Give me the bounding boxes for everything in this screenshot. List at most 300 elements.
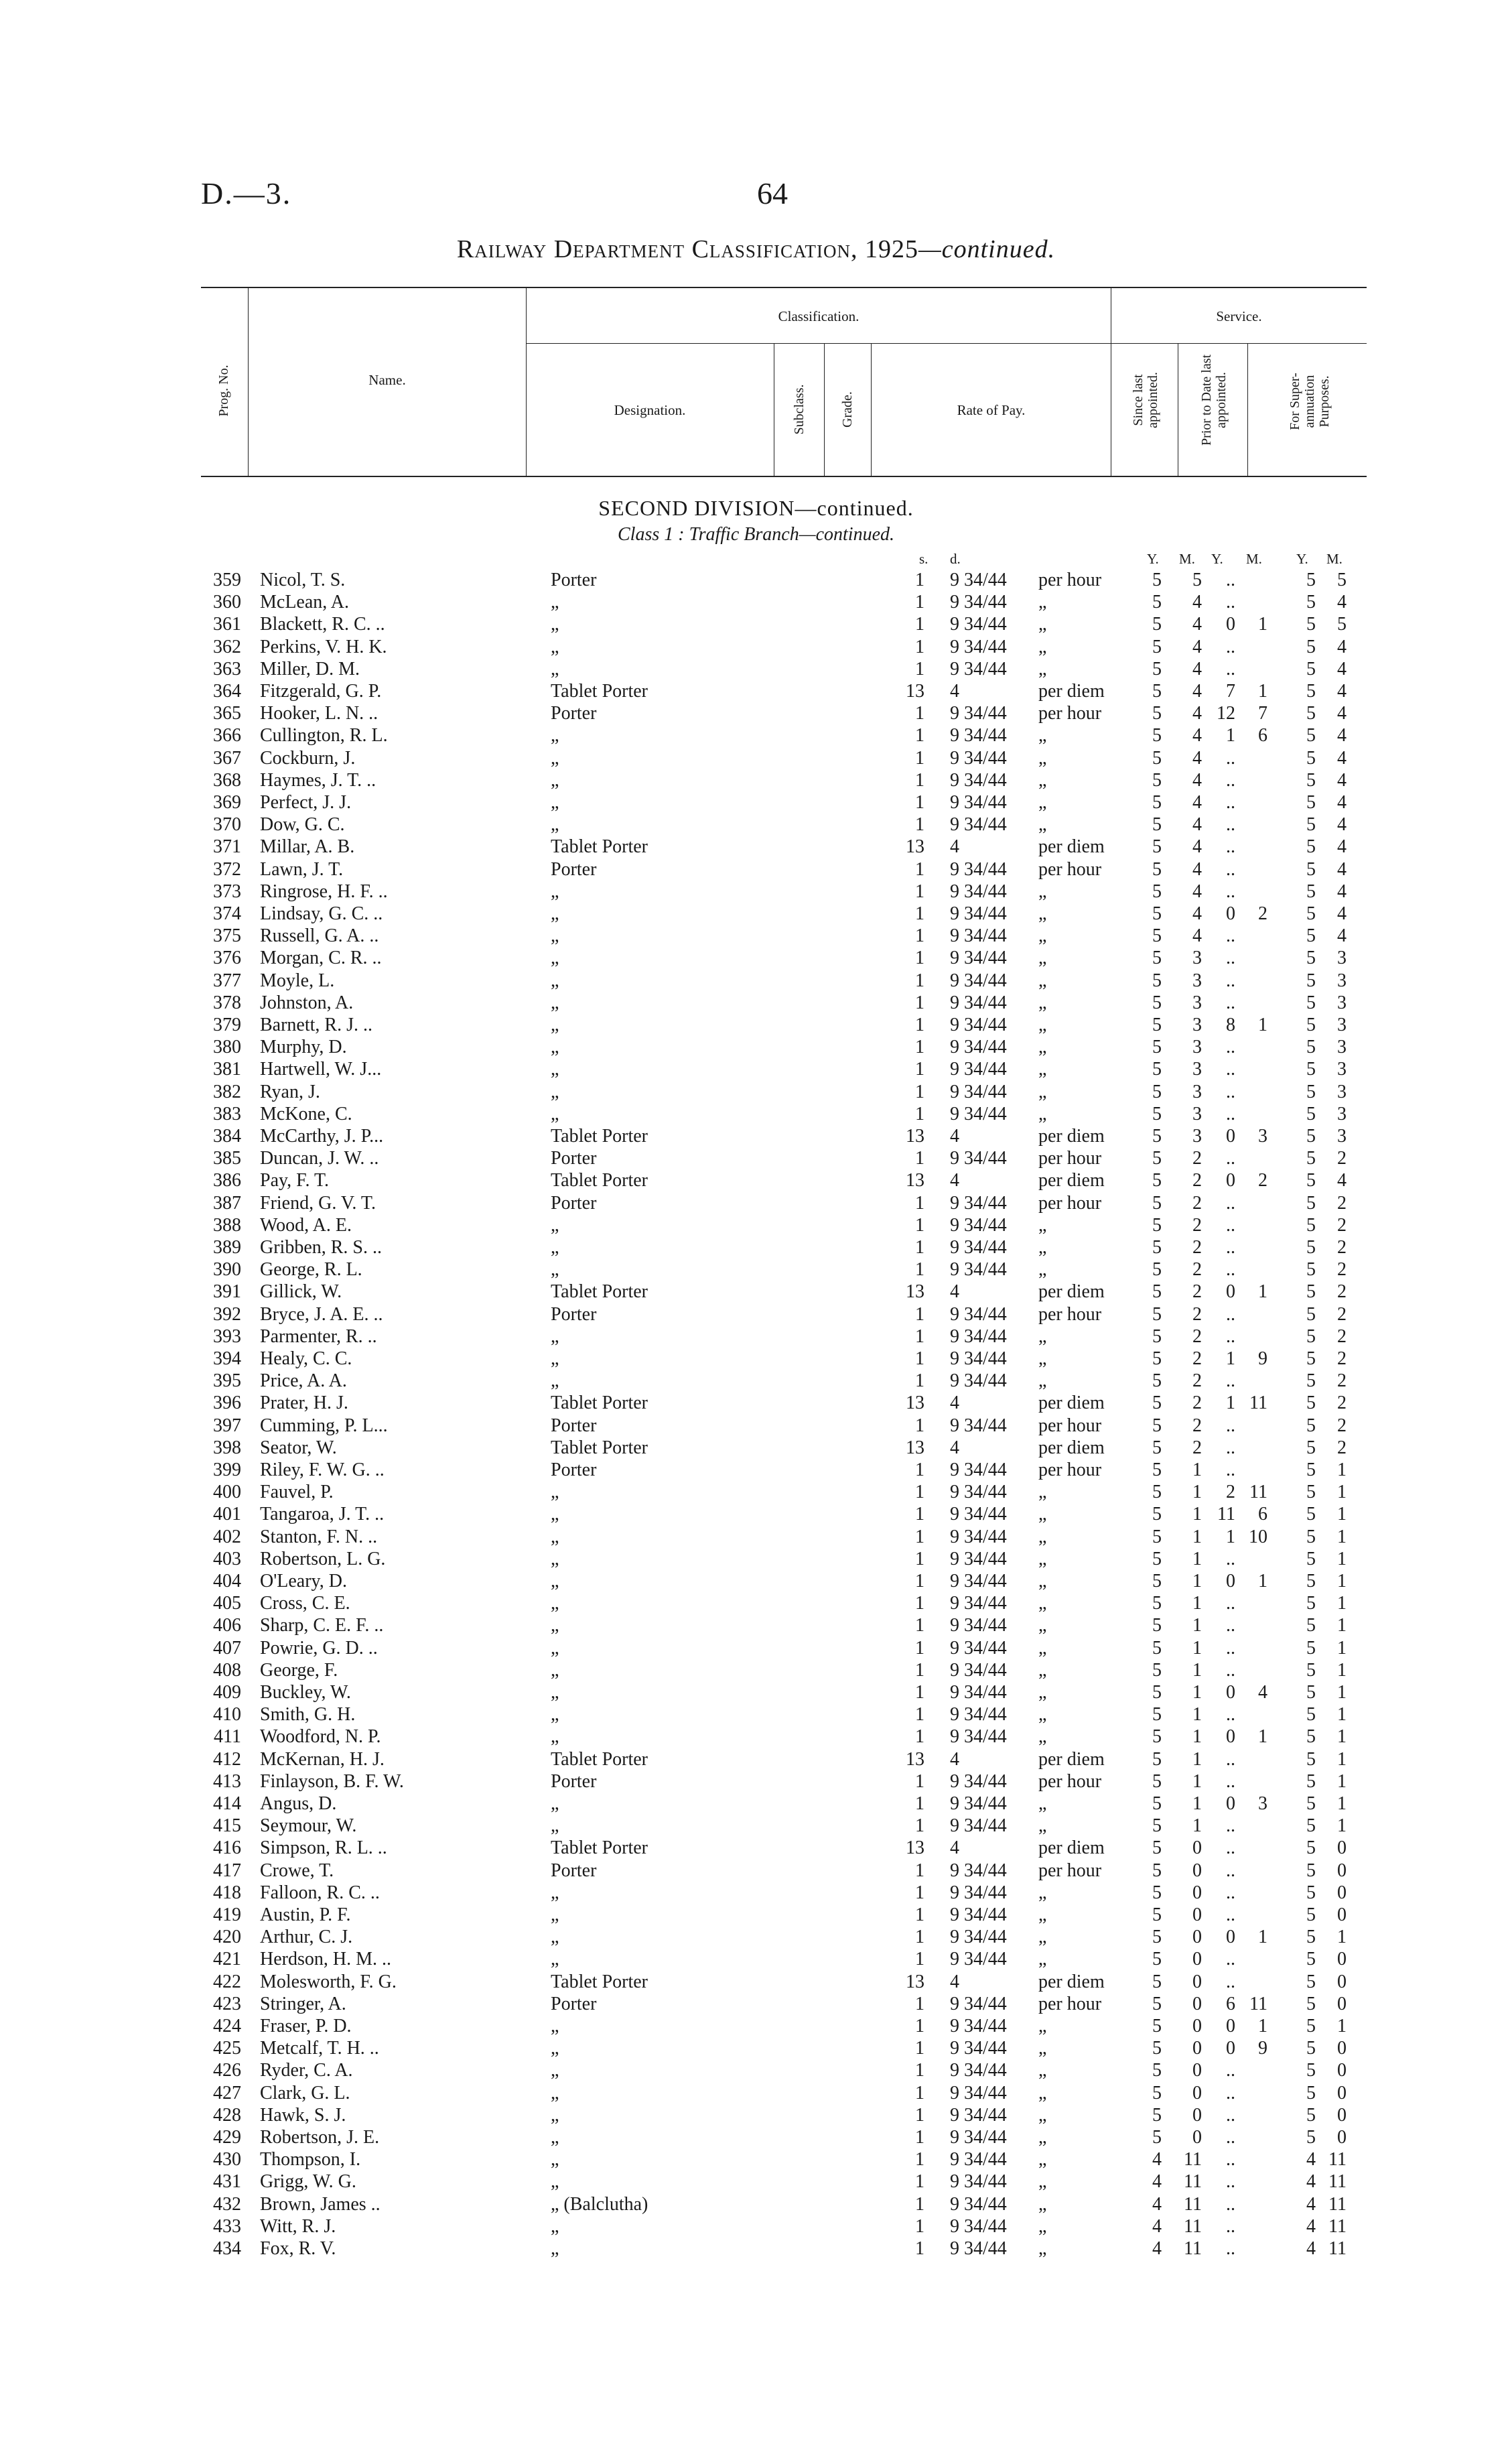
rate-value: 9 34/44 <box>950 1059 1007 1080</box>
employee-name: Pay, F. T. <box>260 1170 330 1191</box>
super-years: 5 <box>1306 570 1316 590</box>
rate-period: „ <box>1038 1882 1047 1903</box>
prior-years: .. <box>1226 1103 1235 1124</box>
rate-value: 9 34/44 <box>950 2149 1007 2171</box>
since-years: 5 <box>1152 1726 1162 1748</box>
prior-years: .. <box>1226 1882 1235 1903</box>
since-years: 5 <box>1152 1370 1162 1392</box>
rate-value: 9 34/44 <box>950 570 1007 590</box>
rate-period: „ <box>1038 1214 1047 1236</box>
prior-years: 1 <box>1226 725 1235 747</box>
employee-name: Powrie, G. D. .. <box>260 1637 378 1659</box>
rate-value: 9 34/44 <box>950 1259 1007 1281</box>
super-months: 2 <box>1337 1259 1347 1281</box>
designation: „ <box>551 1927 559 1948</box>
prog-number: 397 <box>213 1415 241 1436</box>
rate-period: „ <box>1038 2171 1047 2193</box>
prior-months: 1 <box>1258 1927 1267 1948</box>
rate-value: 9 34/44 <box>950 970 1007 991</box>
super-years: 5 <box>1306 1526 1316 1547</box>
since-years: 5 <box>1152 836 1162 858</box>
employee-name: Wood, A. E. <box>260 1214 352 1236</box>
employee-name: Sharp, C. E. F. .. <box>260 1615 384 1636</box>
header-subclass: Subclass. <box>792 384 807 435</box>
designation: Tablet Porter <box>551 1837 648 1859</box>
employee-name: Thompson, I. <box>260 2149 361 2171</box>
designation: Tablet Porter <box>551 1281 648 1303</box>
since-months: 3 <box>1192 992 1202 1013</box>
table-row <box>0 1815 1512 1837</box>
prog-number: 385 <box>213 1148 241 1169</box>
table-row <box>0 992 1512 1015</box>
prog-number: 395 <box>213 1370 241 1392</box>
rate-value: 9 34/44 <box>950 1192 1007 1214</box>
super-months: 0 <box>1337 2038 1347 2059</box>
rate-period: „ <box>1038 2038 1047 2059</box>
super-months: 3 <box>1337 1059 1347 1080</box>
prior-years: .. <box>1226 1904 1235 1925</box>
table-row <box>0 814 1512 836</box>
designation: „ <box>551 1793 559 1814</box>
rate-value: 9 34/44 <box>950 2016 1007 2036</box>
table-row <box>0 637 1512 659</box>
super-years: 5 <box>1306 1949 1316 1970</box>
prior-years: .. <box>1226 925 1235 947</box>
rate-value: 9 34/44 <box>950 1793 1007 1814</box>
since-months: 1 <box>1192 1659 1202 1681</box>
rate-value: 9 34/44 <box>950 1949 1007 1970</box>
prior-months: 3 <box>1258 1126 1267 1147</box>
table-row <box>0 1304 1512 1326</box>
subclass-value: 1 <box>915 1059 924 1080</box>
table-row <box>0 1571 1512 1593</box>
rate-period: „ <box>1038 2215 1047 2237</box>
since-months: 4 <box>1192 703 1202 724</box>
super-months: 3 <box>1337 1103 1347 1124</box>
subclass-value: 1 <box>915 2082 924 2103</box>
since-months: 2 <box>1192 1237 1202 1258</box>
designation: „ <box>551 1348 559 1369</box>
rate-value: 9 34/44 <box>950 1682 1007 1703</box>
prog-number: 420 <box>213 1927 241 1948</box>
prior-years: .. <box>1226 2171 1235 2193</box>
since-months: 2 <box>1192 1170 1202 1191</box>
prior-years: .. <box>1226 1659 1235 1681</box>
rate-period: per diem <box>1038 836 1105 858</box>
table-row <box>0 948 1512 970</box>
since-months: 3 <box>1192 1015 1202 1035</box>
prior-years: 7 <box>1226 681 1235 702</box>
col-divider <box>824 343 825 477</box>
rate-period: „ <box>1038 1793 1047 1814</box>
prior-months: 9 <box>1258 2038 1267 2059</box>
table-row <box>0 1148 1512 1170</box>
subclass-value: 1 <box>915 1949 924 1970</box>
rate-period: „ <box>1038 592 1047 613</box>
prior-years: .. <box>1226 1081 1235 1102</box>
rate-value: 9 34/44 <box>950 1348 1007 1369</box>
employee-name: Stringer, A. <box>260 1993 346 2014</box>
since-months: 3 <box>1192 1103 1202 1124</box>
since-months: 2 <box>1192 1303 1202 1325</box>
rate-value: 9 34/44 <box>950 858 1007 880</box>
since-months: 1 <box>1192 1615 1202 1636</box>
prior-years: .. <box>1226 1637 1235 1659</box>
since-months: 2 <box>1192 1370 1202 1392</box>
designation: Porter <box>551 1415 597 1436</box>
employee-name: Gillick, W. <box>260 1281 342 1303</box>
designation: „ <box>551 2215 559 2237</box>
prog-number: 375 <box>213 925 241 947</box>
rate-period: „ <box>1038 2193 1047 2215</box>
designation: „ <box>551 1370 559 1392</box>
since-months: 4 <box>1192 925 1202 947</box>
prog-number: 402 <box>213 1526 241 1547</box>
subclass-value: 1 <box>915 1548 924 1569</box>
designation: Tablet Porter <box>551 1170 648 1191</box>
table-row <box>0 1504 1512 1526</box>
rate-period: per hour <box>1038 1148 1102 1169</box>
prog-number: 398 <box>213 1437 241 1458</box>
since-years: 5 <box>1152 1927 1162 1948</box>
designation: „ <box>551 725 559 747</box>
super-years: 5 <box>1306 1170 1316 1191</box>
super-years: 5 <box>1306 636 1316 657</box>
rate-value: 9 34/44 <box>950 636 1007 657</box>
super-years: 4 <box>1306 2215 1316 2237</box>
prog-number: 404 <box>213 1571 241 1592</box>
since-months: 4 <box>1192 681 1202 702</box>
rate-value: 9 34/44 <box>950 1704 1007 1726</box>
prog-number: 422 <box>213 1971 241 1992</box>
super-years: 5 <box>1306 1281 1316 1303</box>
super-months: 2 <box>1337 1192 1347 1214</box>
since-months: 11 <box>1184 2171 1202 2193</box>
since-years: 5 <box>1152 725 1162 747</box>
table-row <box>0 748 1512 770</box>
prog-number: 434 <box>213 2238 241 2259</box>
title-suffix: —continued. <box>918 235 1056 263</box>
designation: Porter <box>551 1192 597 1214</box>
rate-value: 9 34/44 <box>950 747 1007 769</box>
super-months: 2 <box>1337 1415 1347 1436</box>
table-row <box>0 1527 1512 1549</box>
since-years: 5 <box>1152 1126 1162 1147</box>
employee-name: Robertson, L. G. <box>260 1548 386 1569</box>
prog-number: 417 <box>213 1860 241 1881</box>
subclass-value: 1 <box>915 1325 924 1347</box>
subclass-value: 1 <box>915 1214 924 1236</box>
super-years: 5 <box>1306 1993 1316 2014</box>
designation: „ <box>551 903 559 924</box>
subclass-value: 1 <box>915 1237 924 1258</box>
super-years: 5 <box>1306 1571 1316 1592</box>
since-years: 4 <box>1152 2149 1162 2171</box>
designation: Tablet Porter <box>551 1437 648 1458</box>
prior-years: .. <box>1226 1860 1235 1881</box>
super-years: 5 <box>1306 1437 1316 1458</box>
super-years: 4 <box>1306 2193 1316 2215</box>
table-row <box>0 1704 1512 1726</box>
since-years: 5 <box>1152 614 1162 635</box>
super-years: 5 <box>1306 881 1316 902</box>
since-months: 1 <box>1192 1548 1202 1569</box>
subclass-value: 1 <box>915 881 924 902</box>
since-years: 5 <box>1152 1815 1162 1837</box>
rate-period: „ <box>1038 1015 1047 1035</box>
super-years: 5 <box>1306 614 1316 635</box>
table-row <box>0 1638 1512 1660</box>
prog-number: 388 <box>213 1214 241 1236</box>
employee-name: Johnston, A. <box>260 992 354 1013</box>
rate-value: 9 34/44 <box>950 1571 1007 1592</box>
table-row <box>0 1348 1512 1370</box>
employee-name: Miller, D. M. <box>260 658 360 679</box>
since-years: 5 <box>1152 992 1162 1013</box>
rate-value: 9 34/44 <box>950 1482 1007 1503</box>
table-row <box>0 2238 1512 2260</box>
super-years: 5 <box>1306 1860 1316 1881</box>
super-years: 5 <box>1306 970 1316 991</box>
unit-months: M. <box>1246 551 1262 567</box>
employee-name: Fitzgerald, G. P. <box>260 681 382 702</box>
rate-period: „ <box>1038 1815 1047 1837</box>
since-years: 5 <box>1152 1548 1162 1569</box>
subclass-value: 1 <box>915 2104 924 2126</box>
prior-years: .. <box>1226 747 1235 769</box>
prog-number: 378 <box>213 992 241 1013</box>
since-months: 2 <box>1192 1192 1202 1214</box>
prior-years: .. <box>1226 2127 1235 2148</box>
prog-number: 403 <box>213 1548 241 1569</box>
employee-name: Duncan, J. W. .. <box>260 1148 379 1169</box>
since-months: 0 <box>1192 2082 1202 2103</box>
rate-period: per hour <box>1038 1460 1102 1480</box>
prog-number: 362 <box>213 636 241 657</box>
prog-number: 359 <box>213 570 241 590</box>
rate-value: 9 34/44 <box>950 2193 1007 2215</box>
prior-years: 0 <box>1226 614 1235 635</box>
employee-name: Witt, R. J. <box>260 2215 336 2237</box>
rate-value: 4 <box>950 1392 959 1414</box>
designation: „ <box>551 2127 559 2148</box>
table-row <box>0 1793 1512 1815</box>
employee-name: Gribben, R. S. .. <box>260 1237 382 1258</box>
since-years: 5 <box>1152 570 1162 590</box>
prog-number: 360 <box>213 592 241 613</box>
employee-name: Metcalf, T. H. .. <box>260 2038 379 2059</box>
employee-name: Hooker, L. N. .. <box>260 703 379 724</box>
prior-years: .. <box>1226 1415 1235 1436</box>
rate-period: per hour <box>1038 1860 1102 1881</box>
prior-years: .. <box>1226 1303 1235 1325</box>
since-years: 5 <box>1152 1192 1162 1214</box>
prog-number: 409 <box>213 1682 241 1703</box>
prog-number: 433 <box>213 2215 241 2237</box>
rate-value: 4 <box>950 1126 959 1147</box>
designation: „ <box>551 1904 559 1925</box>
since-months: 3 <box>1192 1126 1202 1147</box>
subclass-value: 1 <box>915 725 924 747</box>
subclass-value: 1 <box>915 1571 924 1592</box>
super-months: 0 <box>1337 1971 1347 1992</box>
table-row <box>0 703 1512 725</box>
designation: „ <box>551 2149 559 2171</box>
table-row <box>0 614 1512 636</box>
subheader-rule <box>526 343 1367 344</box>
table-row <box>0 1615 1512 1637</box>
rate-value: 9 34/44 <box>950 1860 1007 1881</box>
employee-name: Nicol, T. S. <box>260 570 346 590</box>
employee-name: Seator, W. <box>260 1437 337 1458</box>
prog-number: 419 <box>213 1904 241 1925</box>
prior-years: .. <box>1226 769 1235 791</box>
prog-number: 411 <box>214 1726 241 1748</box>
designation: „ <box>551 1325 559 1347</box>
rate-value: 9 34/44 <box>950 2238 1007 2259</box>
subclass-value: 1 <box>915 903 924 924</box>
prior-years: 1 <box>1226 1526 1235 1547</box>
subclass-value: 1 <box>915 1504 924 1525</box>
rate-value: 9 34/44 <box>950 1659 1007 1681</box>
since-years: 5 <box>1152 769 1162 791</box>
rate-value: 9 34/44 <box>950 881 1007 902</box>
prog-number: 393 <box>213 1325 241 1347</box>
subclass-value: 1 <box>915 703 924 724</box>
prior-years: 0 <box>1226 1281 1235 1303</box>
designation: „ <box>551 1037 559 1058</box>
rate-value: 9 34/44 <box>950 2104 1007 2126</box>
since-years: 5 <box>1152 1659 1162 1681</box>
page-reference: D.—3. <box>201 176 292 210</box>
employee-name: Robertson, J. E. <box>260 2127 380 2148</box>
super-months: 3 <box>1337 1126 1347 1147</box>
rate-value: 9 34/44 <box>950 1927 1007 1948</box>
rate-period: „ <box>1038 1103 1047 1124</box>
designation: „ <box>551 1259 559 1281</box>
rate-value: 9 34/44 <box>950 925 1007 947</box>
designation: „ <box>551 592 559 613</box>
since-years: 5 <box>1152 2060 1162 2081</box>
table-row <box>0 792 1512 814</box>
table-row <box>0 1927 1512 1949</box>
since-years: 5 <box>1152 1793 1162 1814</box>
since-months: 2 <box>1192 1325 1202 1347</box>
since-years: 5 <box>1152 1971 1162 1992</box>
subclass-value: 13 <box>906 1437 924 1458</box>
rate-value: 9 34/44 <box>950 1637 1007 1659</box>
employee-name: Arthur, C. J. <box>260 1927 353 1948</box>
employee-name: Parmenter, R. .. <box>260 1325 377 1347</box>
since-months: 0 <box>1192 1949 1202 1970</box>
designation: „ <box>551 1526 559 1547</box>
designation: „ <box>551 1704 559 1726</box>
rate-period: per hour <box>1038 1303 1102 1325</box>
rate-value: 9 34/44 <box>950 614 1007 635</box>
subclass-value: 1 <box>915 636 924 657</box>
designation: Tablet Porter <box>551 836 648 858</box>
employee-name: Smith, G. H. <box>260 1704 356 1726</box>
prior-years: .. <box>1226 881 1235 902</box>
table-row <box>0 2127 1512 2149</box>
since-months: 4 <box>1192 836 1202 858</box>
subclass-value: 13 <box>906 1748 924 1770</box>
table-row <box>0 1037 1512 1059</box>
prior-years: .. <box>1226 1370 1235 1392</box>
employee-name: Lindsay, G. C. .. <box>260 903 383 924</box>
since-years: 5 <box>1152 1081 1162 1102</box>
super-years: 5 <box>1306 2016 1316 2036</box>
employee-name: Hartwell, W. J... <box>260 1059 382 1080</box>
rate-value: 9 34/44 <box>950 725 1007 747</box>
prior-years: .. <box>1226 1059 1235 1080</box>
prog-number: 399 <box>213 1460 241 1480</box>
designation: Porter <box>551 1770 597 1792</box>
super-months: 2 <box>1337 1348 1347 1369</box>
designation: „ <box>551 1482 559 1503</box>
since-years: 5 <box>1152 1237 1162 1258</box>
employee-name: Crowe, T. <box>260 1860 334 1881</box>
prior-months: 1 <box>1258 1015 1267 1035</box>
prior-months: 3 <box>1258 1793 1267 1814</box>
since-years: 5 <box>1152 658 1162 679</box>
rate-period: per diem <box>1038 1126 1105 1147</box>
employee-name: Healy, C. C. <box>260 1348 352 1369</box>
super-months: 1 <box>1337 1460 1347 1480</box>
since-years: 5 <box>1152 1415 1162 1436</box>
super-months: 4 <box>1337 925 1347 947</box>
designation: „ (Balclutha) <box>551 2193 648 2215</box>
table-row <box>0 681 1512 703</box>
subclass-value: 1 <box>915 1637 924 1659</box>
prog-number: 428 <box>213 2104 241 2126</box>
employee-name: Angus, D. <box>260 1793 337 1814</box>
since-months: 1 <box>1192 1770 1202 1792</box>
since-months: 11 <box>1184 2149 1202 2171</box>
designation: Porter <box>551 1860 597 1881</box>
super-years: 5 <box>1306 1103 1316 1124</box>
since-months: 1 <box>1192 1726 1202 1748</box>
subclass-value: 1 <box>915 1259 924 1281</box>
rate-period: „ <box>1038 2016 1047 2036</box>
table-row <box>0 970 1512 992</box>
rate-period: per diem <box>1038 1170 1105 1191</box>
rate-period: per diem <box>1038 1392 1105 1414</box>
prior-months: 11 <box>1249 1392 1267 1414</box>
super-years: 4 <box>1306 2171 1316 2193</box>
subclass-value: 1 <box>915 1015 924 1035</box>
designation: Porter <box>551 1303 597 1325</box>
table-row <box>0 1170 1512 1192</box>
employee-name: Cross, C. E. <box>260 1593 350 1614</box>
since-months: 4 <box>1192 725 1202 747</box>
since-months: 1 <box>1192 1460 1202 1480</box>
super-months: 0 <box>1337 2082 1347 2103</box>
rate-value: 9 34/44 <box>950 1726 1007 1748</box>
super-years: 5 <box>1306 1793 1316 1814</box>
rate-period: „ <box>1038 1059 1047 1080</box>
prog-number: 429 <box>213 2127 241 2148</box>
subclass-value: 1 <box>915 1526 924 1547</box>
super-months: 5 <box>1337 570 1347 590</box>
rate-period: „ <box>1038 2127 1047 2148</box>
since-months: 1 <box>1192 1482 1202 1503</box>
since-months: 4 <box>1192 814 1202 836</box>
since-months: 2 <box>1192 1392 1202 1414</box>
employee-name: Barnett, R. J. .. <box>260 1015 372 1035</box>
designation: „ <box>551 1237 559 1258</box>
since-years: 5 <box>1152 1882 1162 1903</box>
